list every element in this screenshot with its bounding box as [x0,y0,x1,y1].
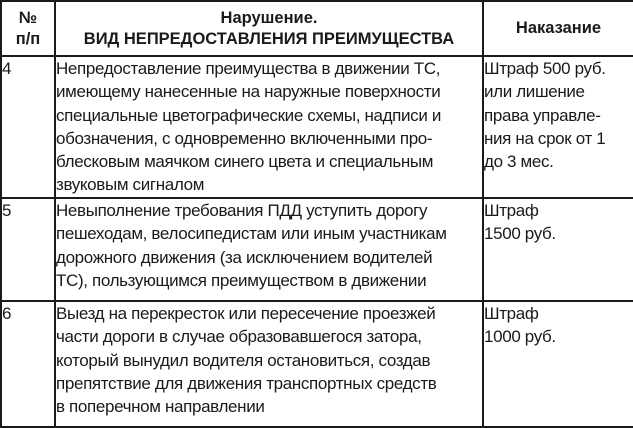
table-row [1,198,633,301]
header-violation-line2: ВИД НЕПРЕДОСТАВЛЕНИЯ ПРЕИМУЩЕСТВА [83,29,455,48]
penalty-line: Штраф [484,304,539,323]
penalty-line: ния на срок от 1 [484,128,606,148]
description-line: блесковым маячком синего цвета и специальным [56,152,434,172]
row-penalty [483,198,633,301]
header-number-line1: № [18,8,38,27]
header-penalty [483,1,633,56]
header-penalty-label: Наказание [515,19,602,37]
table-row [1,56,633,198]
row-description [55,56,483,198]
header-number [1,1,55,56]
penalty-line: 1500 руб. [484,224,556,244]
row-penalty [483,56,633,198]
penalty-line: Штраф [484,201,539,220]
description-line: части дороги в случае образовавшегося затора, [56,327,422,347]
description-line: имеющему нанесенные на наружные поверхности [56,82,441,102]
description-line: специальные цветографические схемы, надписи и [56,105,441,125]
description-line: ТС), пользующимся преимуществом в движении [56,270,427,290]
penalty-line: или лишение [484,82,585,102]
row-number: 4 [1,56,55,198]
description-line: препятствие для движения транспортных средств [56,373,437,393]
row-description [55,301,483,427]
header-violation-line1: Нарушение. [220,8,318,27]
penalty-line: права управле- [484,105,601,125]
description-line: пешеходам, велосипедистам или иным участникам [56,224,447,244]
description-line: который вынудил водителя остановиться, создав [56,350,431,370]
row-number: 6 [1,301,55,427]
header-violation [55,1,483,56]
description-line: Выезд на перекресток или пересечение проезжей [56,304,436,323]
description-line: в поперечном направлении [56,397,265,417]
row-description [55,198,483,301]
row-number: 5 [1,198,55,301]
penalty-line: 1000 руб. [484,327,556,347]
description-line: Невыполнение требования ПДД уступить дорогу [56,201,428,220]
header-number-line2: п/п [15,29,41,48]
penalty-line: Штраф 500 руб. [484,59,606,78]
description-line: Непредоставление преимущества в движении ТС, [56,59,441,78]
penalty-line: до 3 мес. [484,152,554,172]
row-penalty [483,301,633,427]
table-row [1,301,633,427]
table-header-row [1,1,633,56]
description-line: обозначения, с одновременно включенными про- [56,128,433,148]
description-line: дорожного движения (за исключением водителей [56,247,433,267]
description-line: звуковым сигналом [56,175,205,195]
